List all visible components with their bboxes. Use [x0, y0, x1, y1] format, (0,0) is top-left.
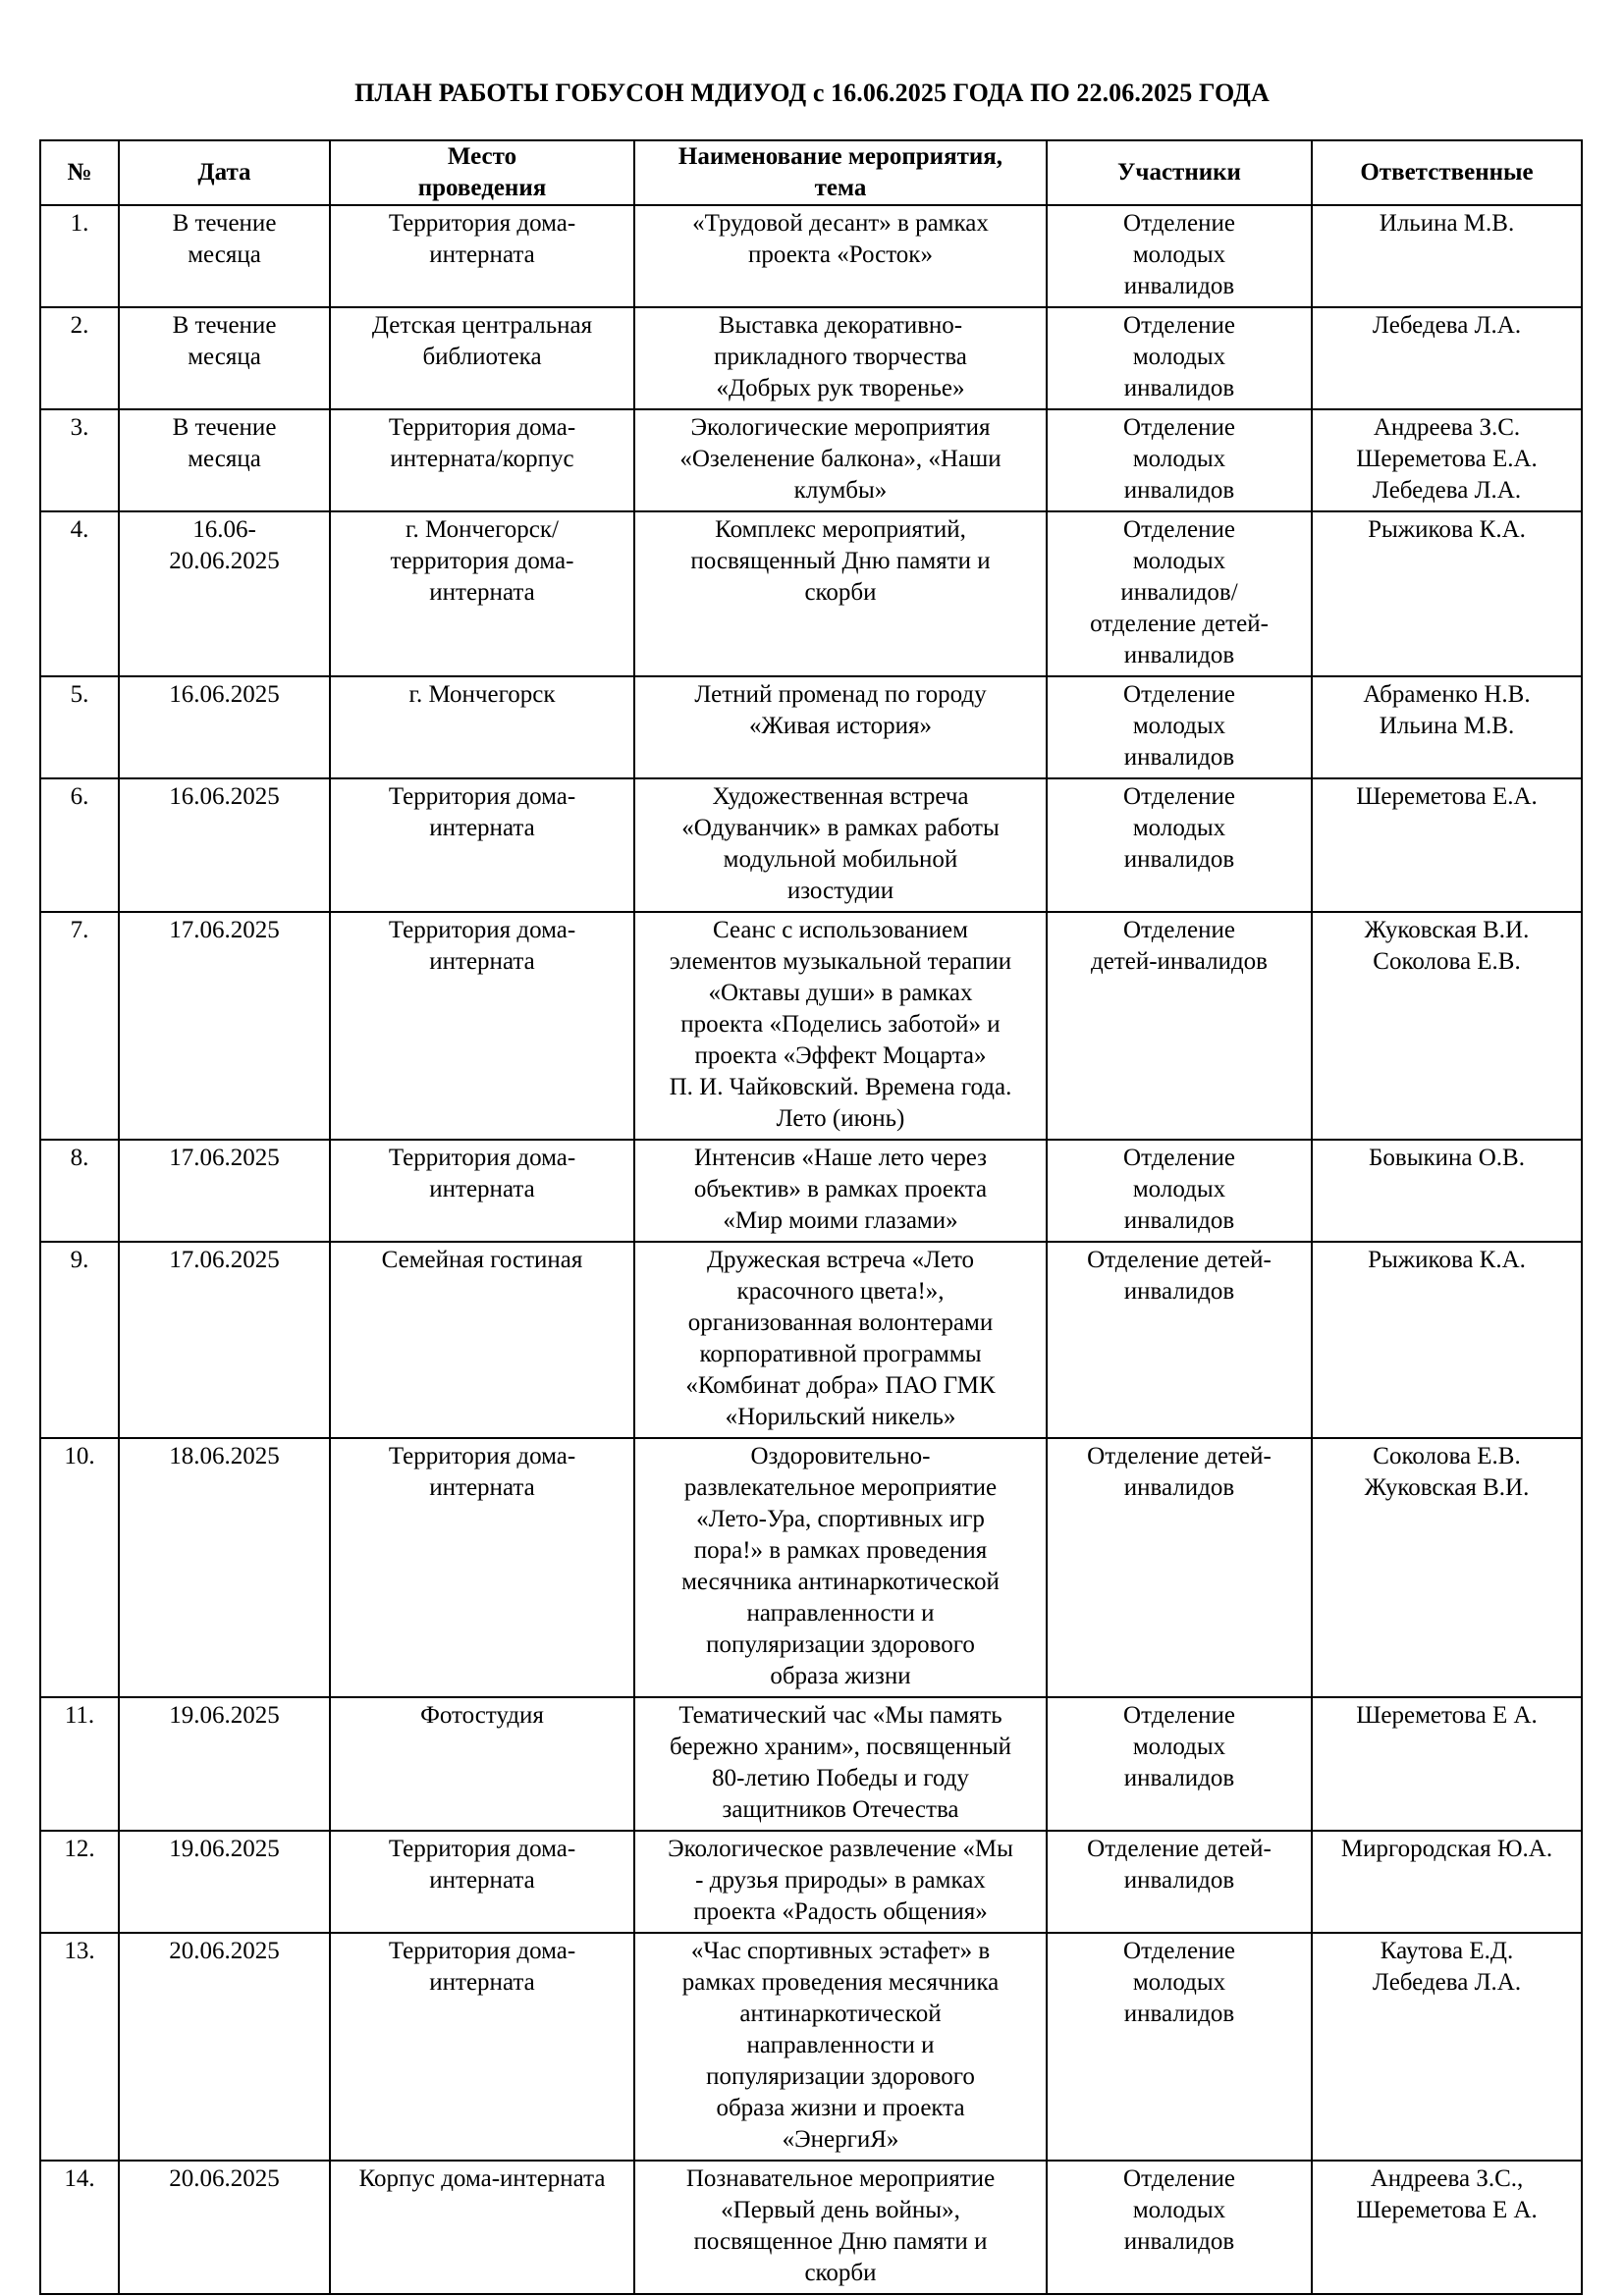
cell-date: В течение месяца	[119, 409, 330, 511]
cell-participants: Отделение молодых инвалидов	[1047, 2161, 1312, 2294]
cell-num: 4.	[40, 511, 119, 676]
cell-participants: Отделение детей- инвалидов	[1047, 1438, 1312, 1697]
cell-date: 17.06.2025	[119, 1242, 330, 1438]
cell-num: 9.	[40, 1242, 119, 1438]
table-row	[40, 409, 1582, 511]
cell-event: Дружеская встреча «Лето красочного цвета!», организованная волонтерами корпоративной программы «Комбинат добра» ПАО ГМК «Норильский никель»	[634, 1242, 1047, 1438]
cell-date: 16.06.2025	[119, 778, 330, 912]
cell-date: 16.06.2025	[119, 676, 330, 778]
cell-place: Территория дома- интерната	[330, 1140, 634, 1242]
cell-responsible: Соколова Е.В. Жуковская В.И.	[1312, 1438, 1582, 1697]
cell-place: Территория дома- интерната	[330, 778, 634, 912]
cell-responsible: Шереметова Е.А.	[1312, 778, 1582, 912]
cell-num: 13.	[40, 1933, 119, 2161]
cell-date: 19.06.2025	[119, 1697, 330, 1831]
cell-event: «Трудовой десант» в рамках проекта «Росток»	[634, 205, 1047, 307]
cell-responsible: Миргородская Ю.А.	[1312, 1831, 1582, 1933]
cell-responsible: Рыжикова К.А.	[1312, 511, 1582, 676]
cell-place: Детская центральная библиотека	[330, 307, 634, 409]
cell-participants: Отделение детей- инвалидов	[1047, 1831, 1312, 1933]
header-date: Дата	[119, 140, 330, 205]
cell-event: Экологическое развлечение «Мы - друзья природы» в рамках проекта «Радость общения»	[634, 1831, 1047, 1933]
cell-responsible: Лебедева Л.А.	[1312, 307, 1582, 409]
header-num: №	[40, 140, 119, 205]
work-plan-table	[39, 139, 1583, 2295]
cell-event: Тематический час «Мы память бережно храним», посвященный 80-летию Победы и году защитников Отечества	[634, 1697, 1047, 1831]
table-row	[40, 205, 1582, 307]
cell-num: 5.	[40, 676, 119, 778]
header-responsible: Ответственные	[1312, 140, 1582, 205]
cell-date: 17.06.2025	[119, 912, 330, 1140]
cell-event: «Час спортивных эстафет» в рамках проведения месячника антинаркотической направленности и популяризации здорового образа жизни и проекта «ЭнергиЯ»	[634, 1933, 1047, 2161]
cell-responsible: Абраменко Н.В. Ильина М.В.	[1312, 676, 1582, 778]
cell-responsible: Бовыкина О.В.	[1312, 1140, 1582, 1242]
table-row	[40, 676, 1582, 778]
cell-place: Фотостудия	[330, 1697, 634, 1831]
table-row	[40, 1933, 1582, 2161]
header-place: Место проведения	[330, 140, 634, 205]
cell-participants: Отделение молодых инвалидов/ отделение детей- инвалидов	[1047, 511, 1312, 676]
table-row	[40, 307, 1582, 409]
table-row	[40, 2161, 1582, 2294]
cell-event: Интенсив «Наше лето через объектив» в рамках проекта «Мир моими глазами»	[634, 1140, 1047, 1242]
cell-place: Корпус дома-интерната	[330, 2161, 634, 2294]
document-title: ПЛАН РАБОТЫ ГОБУСОН МДИУОД с 16.06.2025 ГОДА ПО 22.06.2025 ГОДА	[354, 79, 1270, 107]
cell-num: 12.	[40, 1831, 119, 1933]
cell-place: Территория дома- интерната	[330, 912, 634, 1140]
cell-participants: Отделение детей- инвалидов	[1047, 1242, 1312, 1438]
cell-place: г. Мончегорск	[330, 676, 634, 778]
cell-date: 16.06- 20.06.2025	[119, 511, 330, 676]
table-row	[40, 778, 1582, 912]
cell-num: 11.	[40, 1697, 119, 1831]
cell-date: 19.06.2025	[119, 1831, 330, 1933]
cell-responsible: Шереметова Е А.	[1312, 1697, 1582, 1831]
cell-place: Территория дома- интерната	[330, 205, 634, 307]
cell-responsible: Рыжикова К.А.	[1312, 1242, 1582, 1438]
cell-place: Семейная гостиная	[330, 1242, 634, 1438]
cell-event: Комплекс мероприятий, посвященный Дню памяти и скорби	[634, 511, 1047, 676]
cell-num: 10.	[40, 1438, 119, 1697]
cell-participants: Отделение молодых инвалидов	[1047, 676, 1312, 778]
cell-event: Экологические мероприятия «Озеленение балкона», «Наши клумбы»	[634, 409, 1047, 511]
header-participants: Участники	[1047, 140, 1312, 205]
table-header-row	[40, 140, 1582, 205]
header-event: Наименование мероприятия, тема	[634, 140, 1047, 205]
cell-participants: Отделение молодых инвалидов	[1047, 1933, 1312, 2161]
cell-participants: Отделение молодых инвалидов	[1047, 307, 1312, 409]
table-row	[40, 1242, 1582, 1438]
cell-participants: Отделение молодых инвалидов	[1047, 1140, 1312, 1242]
cell-responsible: Каутова Е.Д. Лебедева Л.А.	[1312, 1933, 1582, 2161]
cell-date: 20.06.2025	[119, 2161, 330, 2294]
cell-num: 14.	[40, 2161, 119, 2294]
cell-date: В течение месяца	[119, 205, 330, 307]
table-row	[40, 511, 1582, 676]
cell-place: Территория дома- интерната	[330, 1438, 634, 1697]
cell-place: Территория дома- интерната	[330, 1933, 634, 2161]
cell-place: Территория дома- интерната/корпус	[330, 409, 634, 511]
cell-participants: Отделение молодых инвалидов	[1047, 205, 1312, 307]
table-row	[40, 1831, 1582, 1933]
cell-event: Летний променад по городу «Живая история»	[634, 676, 1047, 778]
cell-num: 1.	[40, 205, 119, 307]
table-row	[40, 912, 1582, 1140]
cell-event: Выставка декоративно- прикладного творчества «Добрых рук творенье»	[634, 307, 1047, 409]
cell-place: г. Мончегорск/ территория дома- интерната	[330, 511, 634, 676]
cell-num: 2.	[40, 307, 119, 409]
table-row	[40, 1140, 1582, 1242]
cell-num: 3.	[40, 409, 119, 511]
cell-num: 6.	[40, 778, 119, 912]
table-row	[40, 1438, 1582, 1697]
table-row	[40, 1697, 1582, 1831]
cell-participants: Отделение молодых инвалидов	[1047, 1697, 1312, 1831]
cell-date: 17.06.2025	[119, 1140, 330, 1242]
cell-event: Художественная встреча «Одуванчик» в рамках работы модульной мобильной изостудии	[634, 778, 1047, 912]
cell-num: 8.	[40, 1140, 119, 1242]
cell-responsible: Андреева З.С., Шереметова Е А.	[1312, 2161, 1582, 2294]
cell-responsible: Ильина М.В.	[1312, 205, 1582, 307]
table-body	[40, 205, 1582, 2294]
cell-participants: Отделение молодых инвалидов	[1047, 409, 1312, 511]
cell-num: 7.	[40, 912, 119, 1140]
cell-date: 20.06.2025	[119, 1933, 330, 2161]
cell-participants: Отделение молодых инвалидов	[1047, 778, 1312, 912]
cell-event: Оздоровительно- развлекательное мероприятие «Лето-Ура, спортивных игр пора!» в рамках проведения месячника антинаркотической направленности и популяризации здорового образа жизни	[634, 1438, 1047, 1697]
cell-responsible: Андреева З.С. Шереметова Е.А. Лебедева Л.А.	[1312, 409, 1582, 511]
cell-place: Территория дома- интерната	[330, 1831, 634, 1933]
cell-date: 18.06.2025	[119, 1438, 330, 1697]
cell-responsible: Жуковская В.И. Соколова Е.В.	[1312, 912, 1582, 1140]
cell-participants: Отделение детей-инвалидов	[1047, 912, 1312, 1140]
cell-event: Познавательное мероприятие «Первый день войны», посвященное Дню памяти и скорби	[634, 2161, 1047, 2294]
cell-date: В течение месяца	[119, 307, 330, 409]
cell-event: Сеанс с использованием элементов музыкальной терапии «Октавы души» в рамках проекта «Поделись заботой» и проекта «Эффект Моцарта» П. И. Чайковский. Времена года. Лето (июнь)	[634, 912, 1047, 1140]
